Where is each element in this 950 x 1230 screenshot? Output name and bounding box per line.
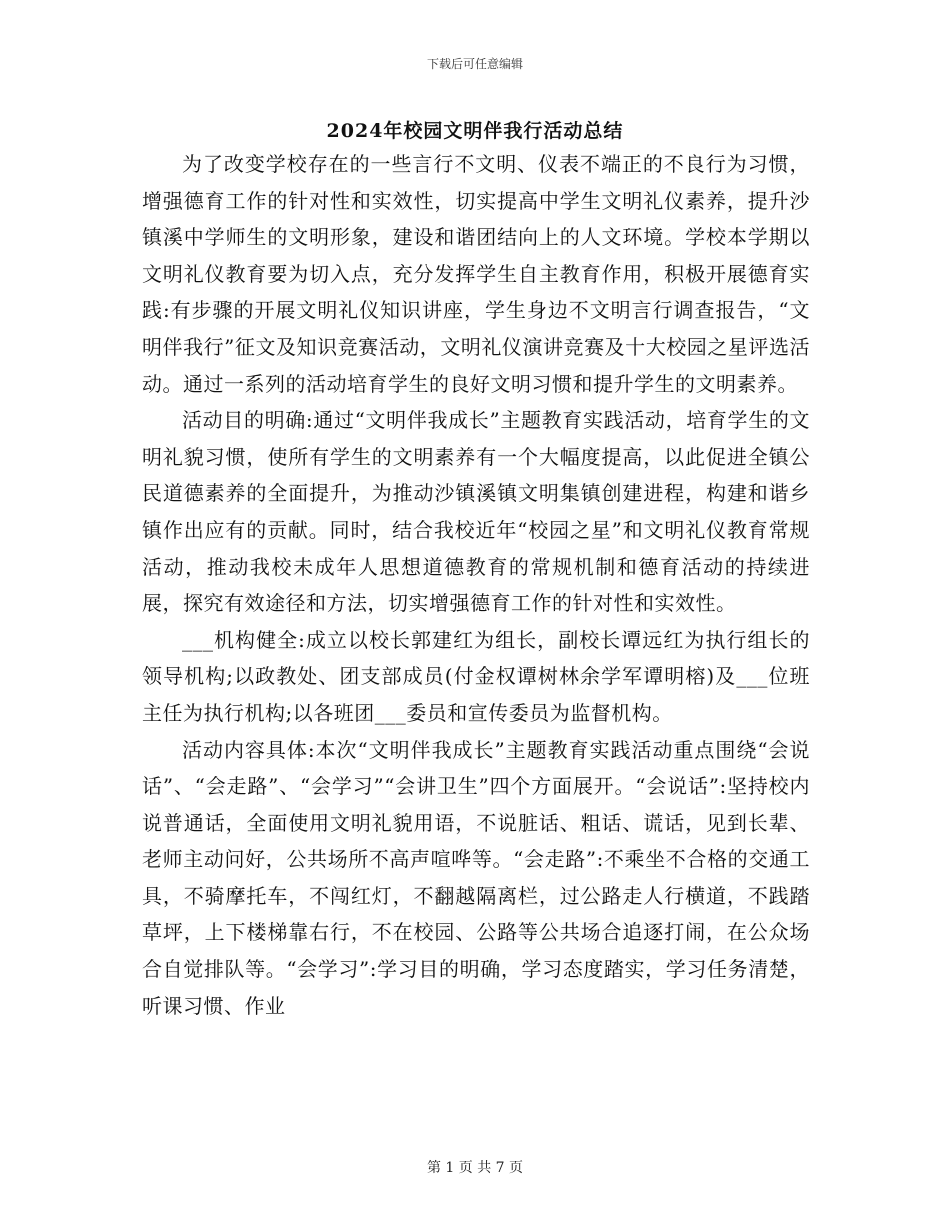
page-header-note: 下载后可任意编辑 — [426, 57, 523, 71]
paragraph-content: 活动内容具体:本次“文明伴我成长”主题教育实践活动重点围绕“会说话”、“会走路”、“会学习”“会讲卫生”四个方面展开。“会说话”:坚持校内说普通话，全面使用文明礼貌用语，不说脏话、粗话、谎话，见到长辈、老师主动问好，公共场所不高声喧哗等。“会走路”:不乘坐不合格的交通工具，不骑摩托车，不闯红灯，不翻越隔离栏，过公路走人行横道，不践踏草坪，上下楼梯靠右行，不在校园、公路等公共场合追逐打闹，在公众场合自觉排队等。“会学习”:学习目的明确，学习态度踏实，学习任务清楚，听课习惯、作业 — [142, 737, 810, 1018]
paragraph-goal: 活动目的明确:通过“文明伴我成长”主题教育实践活动，培育学生的文明礼貌习惯，使所有学生的文明素养有一个大幅度提高，以此促进全镇公民道德素养的全面提升，为推动沙镇溪镇文明集镇创建进程，构建和谐乡镇作出应有的贡献。同时，结合我校近年“校园之星”和文明礼仪教育常规活动，推动我校未成年人思想道德教育的常规机制和德育活动的持续进展，探究有效途径和方法，切实增强德育工作的针对性和实效性。 — [142, 408, 810, 616]
paragraph-organization: ___机构健全:成立以校长郭建红为组长，副校长谭远红为执行组长的领导机构;以政教处、团支部成员(付金权谭树林余学军谭明榕)及___位班主任为执行机构;以各班团___委员和宣传委员为监督机构。 — [142, 627, 810, 725]
document-title: 2024年校园文明伴我行活动总结 — [326, 120, 624, 142]
paragraph-intro: 为了改变学校存在的一些言行不文明、仪表不端正的不良行为习惯，增强德育工作的针对性和实效性，切实提高中学生文明礼仪素养，提升沙镇溪中学师生的文明形象，建设和谐团结向上的人文环境。学校本学期以文明礼仪教育要为切入点，充分发挥学生自主教育作用，积极开展德育实践:有步骤的开展文明礼仪知识讲座，学生身边不文明言行调查报告，“文明伴我行”征文及知识竞赛活动，文明礼仪演讲竞赛及十大校园之星评选活动。通过一系列的活动培育学生的良好文明习惯和提升学生的文明素养。 — [142, 152, 810, 396]
page-number: 第 1 页 共 7 页 — [426, 1160, 524, 1176]
document-body — [142, 146, 810, 1024]
